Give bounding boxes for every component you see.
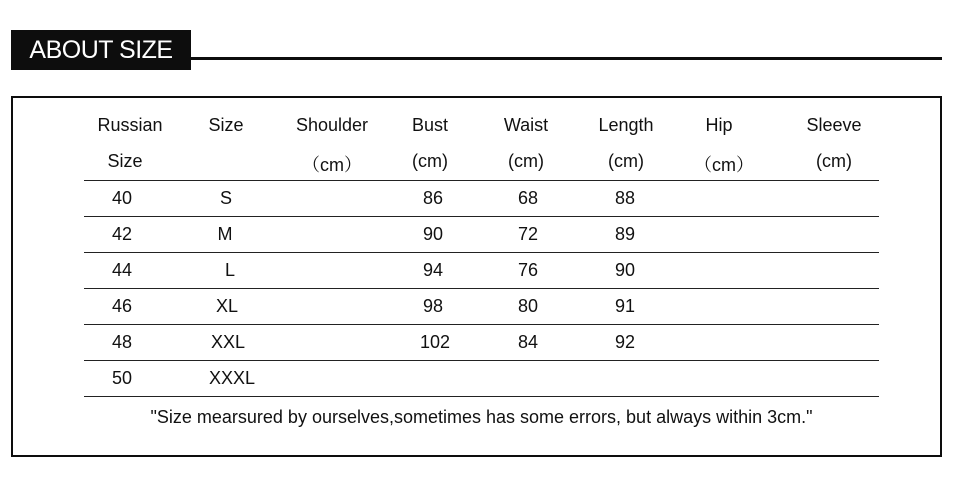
- russian-size-cell: 46: [111, 296, 133, 316]
- bust-cell: 90: [422, 224, 444, 244]
- title-underline: [191, 57, 942, 60]
- length-cell: 89: [614, 224, 636, 244]
- length-cell: 90: [614, 260, 636, 280]
- header-shoulder: Shoulder: [295, 115, 369, 135]
- waist-cell: 68: [517, 188, 539, 208]
- size-cell: S: [219, 188, 232, 208]
- size-cell: XL: [215, 296, 239, 316]
- header-length-unit: (cm): [608, 151, 644, 171]
- length-cell: 92: [614, 332, 636, 352]
- header-sleeve: Sleeve: [806, 115, 862, 135]
- bust-cell: 86: [422, 188, 444, 208]
- russian-size-cell: 50: [111, 368, 133, 388]
- bust-cell: 94: [422, 260, 444, 280]
- size-cell: L: [224, 260, 235, 280]
- header-russian-size-line2: Size: [107, 151, 143, 171]
- russian-size-cell: 44: [111, 260, 133, 280]
- russian-size-cell: 42: [111, 224, 133, 244]
- waist-cell: 76: [517, 260, 539, 280]
- length-cell: 88: [614, 188, 636, 208]
- waist-cell: 72: [517, 224, 539, 244]
- size-cell: M: [217, 224, 233, 244]
- table-row: [84, 181, 879, 217]
- waist-cell: 80: [517, 296, 539, 316]
- header-russian-size: Russian: [97, 115, 163, 135]
- table-header-row: [84, 108, 879, 181]
- measurement-note: "Size mearsured by ourselves,sometimes has some errors, but always within 3cm.": [150, 407, 813, 427]
- header-waist-unit: (cm): [508, 151, 544, 171]
- header-bust-unit: (cm): [412, 151, 448, 171]
- bust-cell: 102: [419, 332, 451, 352]
- size-table: [84, 108, 879, 397]
- bust-cell: 98: [422, 296, 444, 316]
- waist-cell: 84: [517, 332, 539, 352]
- size-cell: XXXL: [208, 368, 256, 388]
- header-shoulder-unit: （cm）: [302, 155, 362, 175]
- header-bust: Bust: [411, 115, 449, 135]
- header-hip-unit: （cm）: [694, 155, 754, 175]
- table-row: [84, 289, 879, 325]
- section-title: ABOUT SIZE: [11, 30, 191, 70]
- table-row: [84, 253, 879, 289]
- header-sleeve-unit: (cm): [816, 151, 852, 171]
- header-hip: Hip: [705, 115, 733, 135]
- table-row: [84, 217, 879, 253]
- header-waist: Waist: [503, 115, 549, 135]
- header-length: Length: [598, 115, 654, 135]
- table-row: [84, 361, 879, 397]
- russian-size-cell: 48: [111, 332, 133, 352]
- russian-size-cell: 40: [111, 188, 133, 208]
- size-cell: XXL: [210, 332, 246, 352]
- header-size: Size: [208, 115, 244, 135]
- length-cell: 91: [614, 296, 636, 316]
- table-row: [84, 325, 879, 361]
